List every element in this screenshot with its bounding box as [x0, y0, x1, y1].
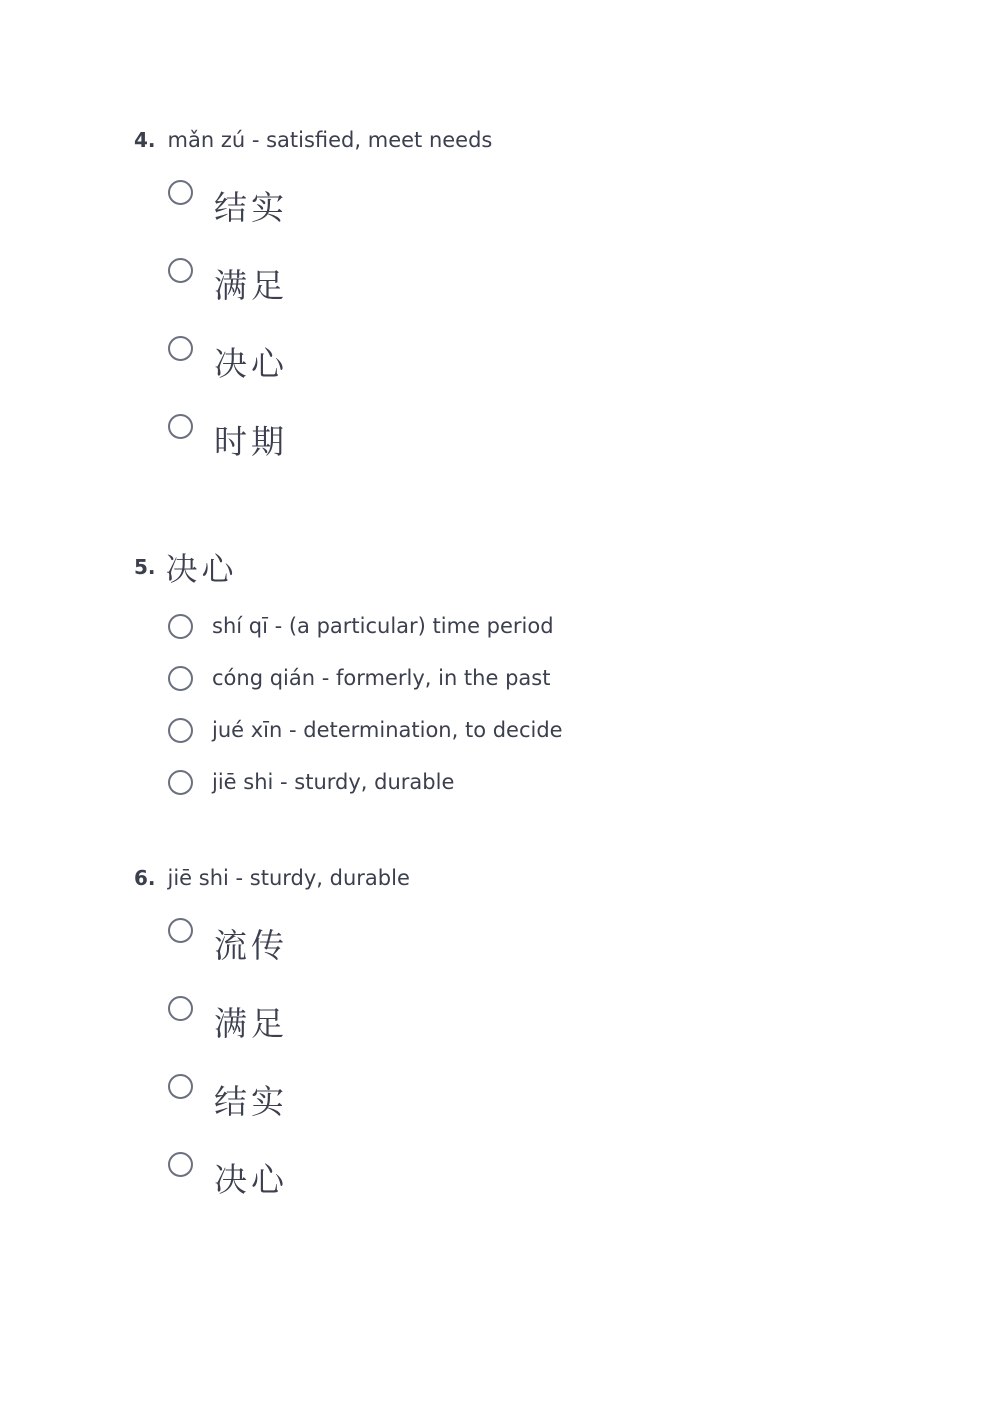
radio-button[interactable]: [168, 1074, 193, 1099]
radio-button[interactable]: [168, 336, 193, 361]
option-label: 决心: [214, 1160, 288, 1199]
radio-button[interactable]: [168, 918, 193, 943]
question-number: 4.: [134, 128, 156, 152]
answer-option[interactable]: [168, 614, 554, 639]
answer-option[interactable]: [168, 718, 563, 743]
answer-option[interactable]: [168, 336, 288, 384]
answer-option[interactable]: [168, 414, 288, 462]
question-prompt: jiē shi - sturdy, durable: [167, 866, 410, 890]
radio-button[interactable]: [168, 666, 193, 691]
option-label: cóng qián - formerly, in the past: [212, 666, 551, 690]
question-4-header: [134, 128, 492, 152]
radio-button[interactable]: [168, 180, 193, 205]
question-6-header: [134, 866, 410, 890]
option-label: 满足: [214, 1004, 288, 1043]
option-label: 满足: [214, 266, 288, 305]
option-label: 流传: [214, 926, 288, 965]
question-number: 6.: [134, 866, 156, 890]
answer-option[interactable]: [168, 770, 454, 795]
option-label: shí qī - (a particular) time period: [212, 614, 554, 638]
question-prompt: 决心: [165, 550, 238, 588]
option-label: 时期: [214, 422, 288, 461]
radio-button[interactable]: [168, 414, 193, 439]
option-label: jué xīn - determination, to decide: [212, 718, 563, 742]
answer-option[interactable]: [168, 918, 288, 966]
radio-button[interactable]: [168, 770, 193, 795]
answer-option[interactable]: [168, 180, 288, 228]
radio-button[interactable]: [168, 258, 193, 283]
option-label: 决心: [214, 344, 288, 383]
answer-option[interactable]: [168, 1152, 288, 1200]
answer-option[interactable]: [168, 1074, 288, 1122]
answer-option[interactable]: [168, 666, 550, 691]
option-label: 结实: [214, 188, 288, 227]
answer-option[interactable]: [168, 258, 288, 306]
radio-button[interactable]: [168, 614, 193, 639]
radio-button[interactable]: [168, 996, 193, 1021]
option-label: 结实: [214, 1082, 288, 1121]
question-prompt: mǎn zú - satisfied, meet needs: [167, 128, 493, 152]
question-5-header: [134, 544, 238, 590]
answer-option[interactable]: [168, 996, 288, 1044]
question-number: 5.: [134, 555, 156, 579]
option-label: jiē shi - sturdy, durable: [212, 770, 455, 794]
radio-button[interactable]: [168, 718, 193, 743]
radio-button[interactable]: [168, 1152, 193, 1177]
